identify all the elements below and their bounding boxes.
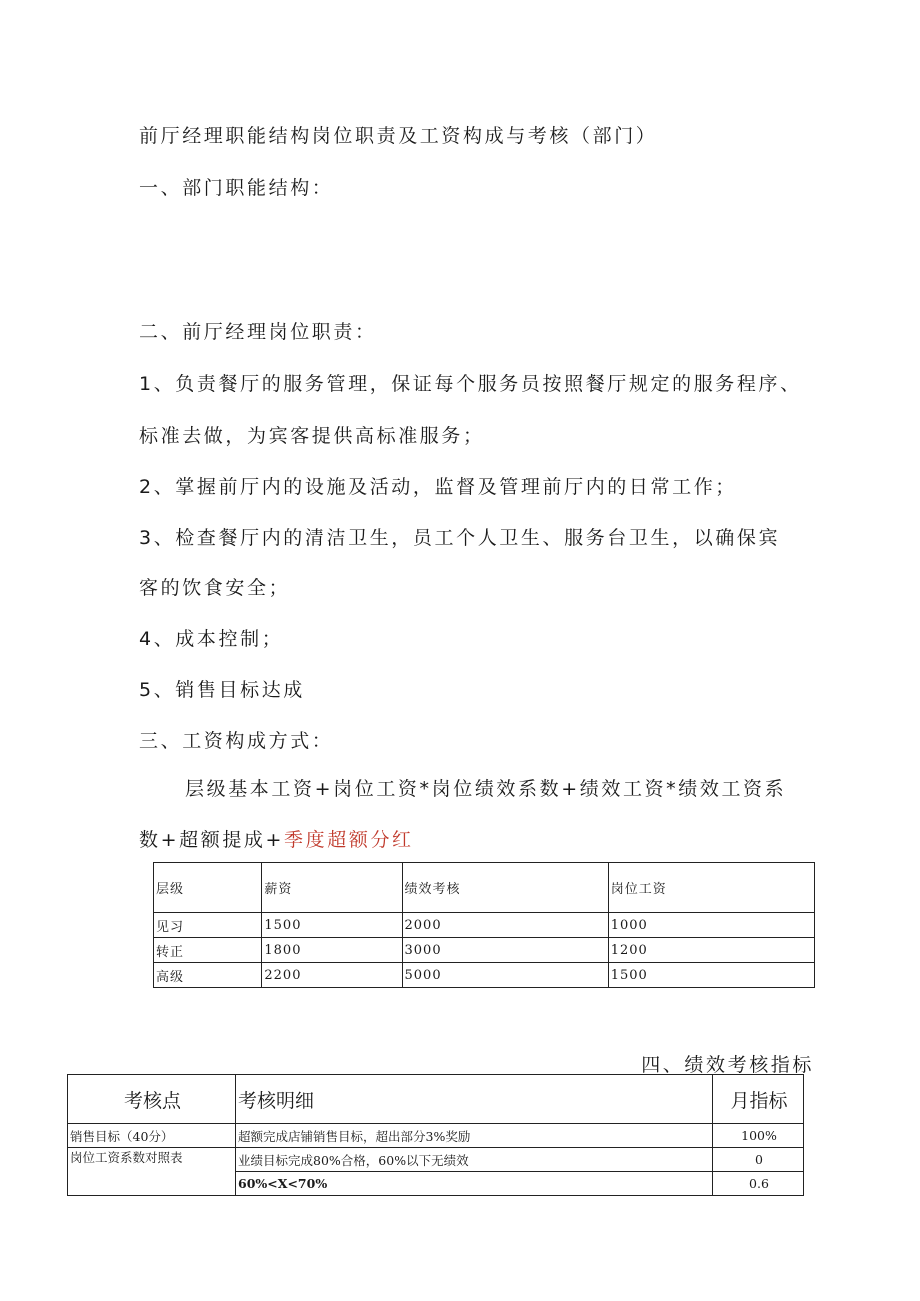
table-header-cell: 层级	[154, 863, 262, 913]
duty-line: 1、负责餐厅的服务管理，保证每个服务员按照餐厅规定的服务程序、	[139, 373, 802, 395]
table-cell: 0	[713, 1148, 804, 1172]
table-header-row	[68, 1075, 804, 1124]
table-cell: 1200	[608, 938, 814, 963]
table-row	[154, 913, 815, 938]
table-cell: 1500	[608, 963, 814, 988]
table-cell: 销售目标（40分）	[68, 1124, 236, 1148]
table-row	[154, 938, 815, 963]
duty-line: 2、掌握前厅内的设施及活动，监督及管理前厅内的日常工作；	[139, 476, 737, 498]
section-heading-structure: 一、部门职能结构：	[139, 177, 334, 199]
duty-line: 3、检查餐厅内的清洁卫生，员工个人卫生、服务台卫生，以确保宾	[139, 527, 781, 549]
table-cell: 业绩目标完成80%合格，60%以下无绩效	[236, 1148, 713, 1172]
table-header-cell: 月指标	[713, 1075, 804, 1124]
table-header-cell: 岗位工资	[608, 863, 814, 913]
section-heading-duties: 二、前厅经理岗位职责：	[139, 321, 377, 343]
page-title: 前厅经理职能结构岗位职责及工资构成与考核（部门）	[139, 125, 658, 147]
table-cell: 0.6	[713, 1172, 804, 1196]
table-row	[68, 1148, 804, 1172]
section-heading-performance: 四、绩效考核指标	[641, 1054, 814, 1076]
table-cell: 超额完成店铺销售目标，超出部分3%奖励	[236, 1124, 713, 1148]
duty-line: 5、销售目标达成	[139, 679, 305, 701]
table-cell: 2000	[402, 913, 608, 938]
table-header-cell: 绩效考核	[402, 863, 608, 913]
formula-line-2	[139, 828, 414, 852]
table-header-cell: 考核明细	[236, 1075, 713, 1124]
table-cell: 3000	[402, 938, 608, 963]
table-cell: 高级	[154, 963, 262, 988]
table-row	[154, 963, 815, 988]
table-cell: 转正	[154, 938, 262, 963]
table-header-row	[154, 863, 815, 913]
formula-highlight: 季度超额分红	[284, 829, 414, 851]
table-cell: 60%<X<70%	[236, 1172, 713, 1196]
salary-table	[153, 862, 815, 988]
table-header-cell: 考核点	[68, 1075, 236, 1124]
table-cell: 岗位工资系数对照表	[68, 1148, 236, 1196]
table-row	[68, 1124, 804, 1148]
section-heading-salary: 三、工资构成方式：	[139, 730, 334, 752]
performance-table	[67, 1074, 804, 1196]
formula-line: 层级基本工资+岗位工资*岗位绩效系数+绩效工资*绩效工资系	[185, 778, 787, 800]
formula-text: 数+超额提成+	[139, 829, 285, 851]
table-cell: 1000	[608, 913, 814, 938]
duty-line: 客的饮食安全；	[139, 577, 291, 599]
table-cell: 见习	[154, 913, 262, 938]
table-header-cell: 薪资	[262, 863, 402, 913]
duty-line: 4、成本控制；	[139, 628, 284, 650]
table-cell: 1500	[262, 913, 402, 938]
table-cell: 2200	[262, 963, 402, 988]
table-cell: 1800	[262, 938, 402, 963]
duty-line: 标准去做，为宾客提供高标准服务；	[139, 425, 485, 447]
table-cell: 100%	[713, 1124, 804, 1148]
table-cell: 5000	[402, 963, 608, 988]
